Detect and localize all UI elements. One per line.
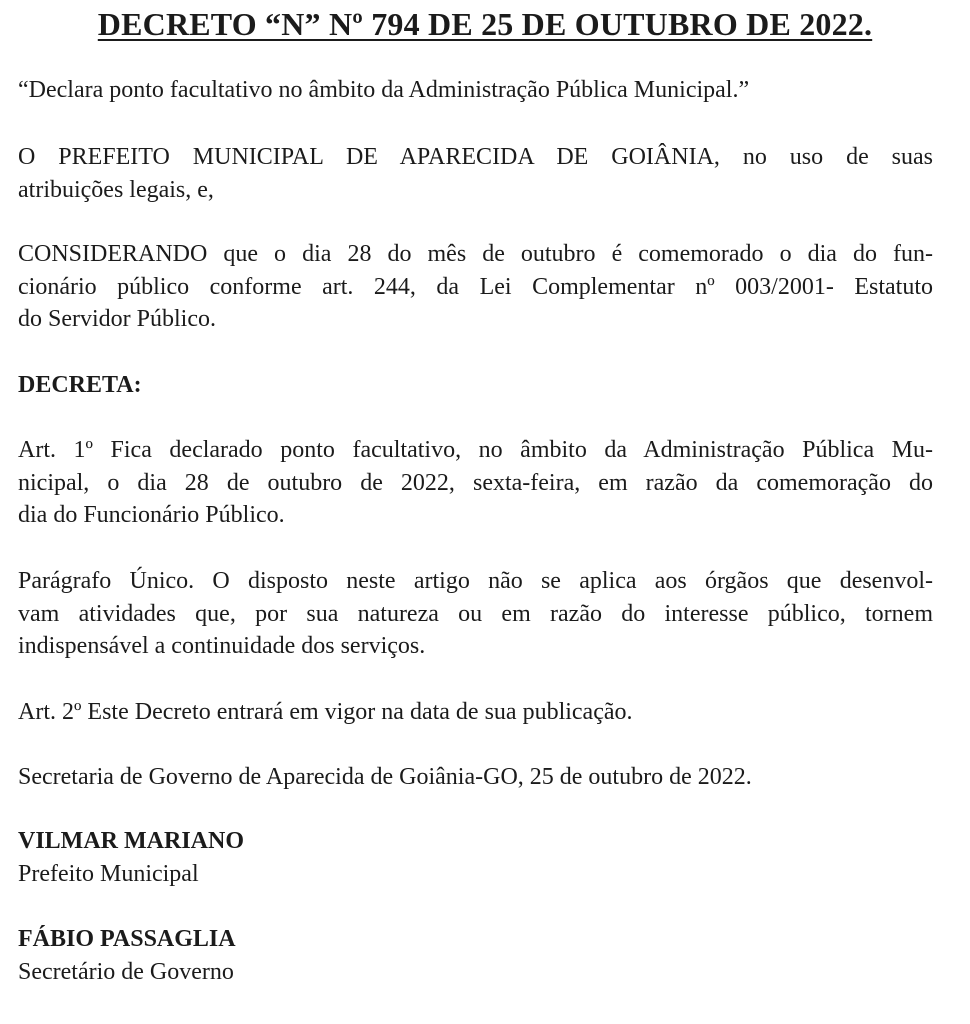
article-1-line-3: dia do Funcionário Público.: [18, 502, 285, 528]
place-date-text: Secretaria de Governo de Aparecida de Goiânia-GO, 25 de outubro de 2022.: [18, 764, 752, 790]
paragrafo-unico: [18, 565, 933, 663]
decreta-text: DECRETA:: [18, 372, 142, 398]
signature-name: VILMAR MARIANO: [18, 828, 244, 854]
article-1-line-1: Art. 1º Fica declarado ponto facultativo, no âmbito da Administração Pública Mu-: [18, 437, 933, 463]
article-1-line-2: nicipal, o dia 28 de outubro de 2022, sexta-feira, em razão da comemoração do: [18, 469, 933, 496]
considerando-line-2: cionário público conforme art. 244, da Lei Complementar nº 003/2001- Estatuto: [18, 273, 933, 300]
paragrafo-line-3: indispensável a continuidade dos serviços.: [18, 633, 426, 659]
paragrafo-line-2: vam atividades que, por sua natureza ou em razão do interesse público, tornem: [18, 600, 933, 627]
preamble-line-2: atribuições legais, e,: [18, 176, 214, 203]
preamble-line-1: O PREFEITO MUNICIPAL DE APARECIDA DE GOIÂNIA, no uso de suas: [18, 144, 933, 170]
signature-secretary: [18, 923, 933, 988]
paragrafo-line-1: Parágrafo Único. O disposto neste artigo não se aplica aos órgãos que desenvol-: [18, 568, 933, 594]
decree-title-text: DECRETO “N” Nº 794 DE 25 DE OUTUBRO DE 2022.: [97, 6, 873, 42]
article-1: [18, 434, 933, 532]
ementa: [18, 74, 933, 107]
signature-role: Prefeito Municipal: [18, 860, 199, 887]
signature-role: Secretário de Governo: [18, 958, 234, 985]
ementa-text: “Declara ponto facultativo no âmbito da Administração Pública Municipal.”: [18, 77, 750, 103]
considerando-line-3: do Servidor Público.: [18, 306, 216, 332]
article-2-text: Art. 2º Este Decreto entrará em vigor na data de sua publicação.: [18, 699, 633, 725]
considerando-paragraph: [18, 238, 933, 336]
signature-name: FÁBIO PASSAGLIA: [18, 926, 236, 952]
signature-mayor: [18, 825, 933, 890]
decreta-heading: [18, 369, 933, 402]
preamble: [18, 141, 933, 206]
place-date: [18, 761, 933, 794]
considerando-line-1: CONSIDERANDO que o dia 28 do mês de outubro é comemorado o dia do fun-: [18, 241, 933, 267]
decree-title: [0, 4, 970, 44]
article-2: [18, 696, 933, 729]
